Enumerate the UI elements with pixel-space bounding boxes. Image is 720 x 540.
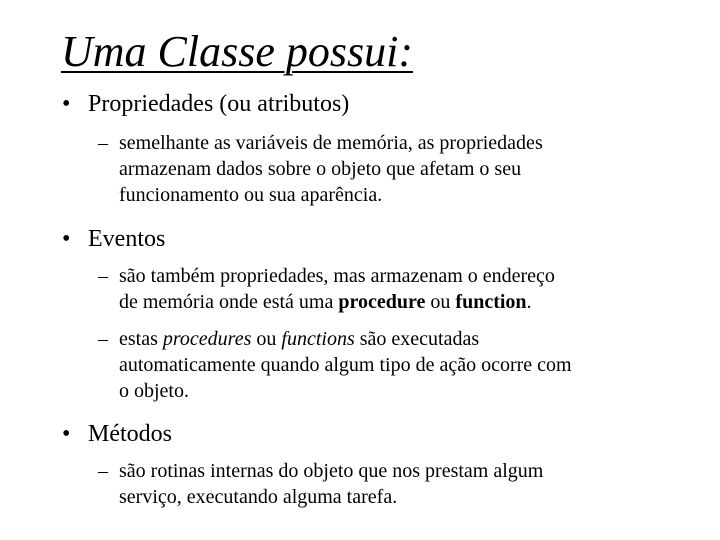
- bullet-icon: •: [62, 226, 71, 252]
- sub-item-text: [119, 130, 678, 208]
- bullet-heading: Propriedades (ou atributos): [88, 91, 350, 117]
- dash-icon: –: [98, 132, 108, 154]
- sub-item-propriedades: [98, 130, 678, 208]
- text-fragment: ou: [251, 328, 282, 350]
- text-line: armazenam dados sobre o objeto que afetam o seu: [119, 158, 522, 180]
- sub-item-eventos-1: [98, 263, 678, 315]
- text-line: são também propriedades, mas armazenam o endereço: [119, 265, 555, 287]
- sub-item-text: [119, 263, 678, 315]
- keyword-procedure: procedure: [338, 291, 426, 313]
- text-line: são rotinas internas do objeto que nos prestam algum: [119, 460, 544, 482]
- bullet-heading: Eventos: [88, 226, 166, 252]
- bullet-eventos: [62, 225, 165, 253]
- dash-icon: –: [98, 460, 108, 482]
- keyword-function: function: [455, 291, 527, 313]
- bullet-heading: Métodos: [88, 421, 172, 447]
- sub-item-text: [119, 458, 678, 510]
- text-fragment: são executadas: [354, 328, 480, 350]
- text-line: semelhante as variáveis de memória, as propriedades: [119, 132, 543, 154]
- bullet-icon: •: [62, 91, 71, 117]
- sub-item-text: [119, 326, 678, 404]
- text-fragment: de memória onde está uma: [119, 291, 339, 313]
- text-fragment: estas: [119, 328, 163, 350]
- dash-icon: –: [98, 328, 108, 350]
- text-line: automaticamente quando algum tipo de ação ocorre com: [119, 354, 572, 376]
- text-line: serviço, executando alguma tarefa.: [119, 486, 398, 508]
- slide-title: Uma Classe possui:: [61, 27, 414, 76]
- sub-item-eventos-2: [98, 326, 678, 404]
- dash-icon: –: [98, 265, 108, 287]
- text-fragment: .: [526, 291, 532, 313]
- text-fragment: ou: [425, 291, 456, 313]
- keyword-procedures: procedures: [162, 328, 252, 350]
- bullet-propriedades: [62, 90, 349, 118]
- text-line: o objeto.: [119, 380, 189, 402]
- keyword-functions: functions: [281, 328, 355, 350]
- bullet-icon: •: [62, 421, 71, 447]
- sub-item-metodos: [98, 458, 678, 510]
- text-line: funcionamento ou sua aparência.: [119, 184, 383, 206]
- bullet-metodos: [62, 420, 172, 448]
